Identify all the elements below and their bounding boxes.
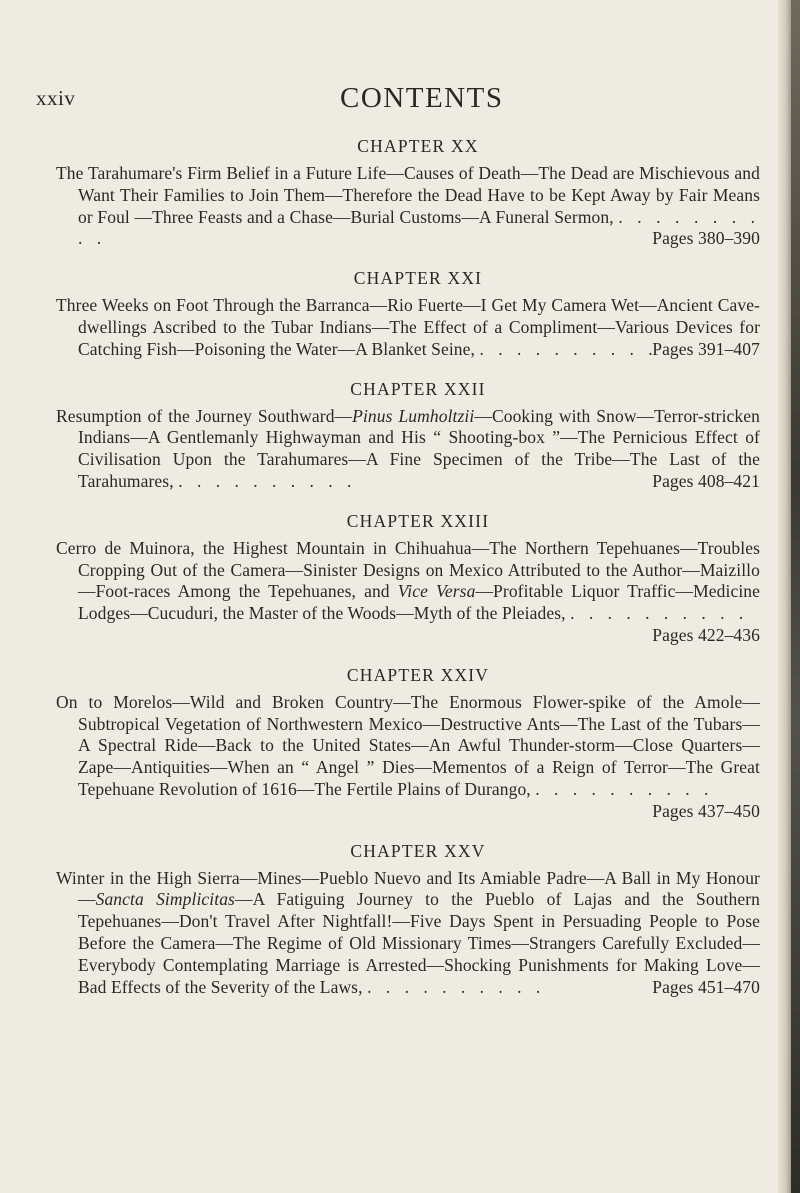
page-binding-edge bbox=[791, 0, 800, 1193]
summary-text-start: Winter in the High Sierra—Mines—Pueblo Nuevo and Its Amiable Padre—A Ball in My Honour— bbox=[56, 867, 760, 910]
chapter-entry bbox=[56, 511, 760, 647]
chapter-title: CHAPTER XXIV bbox=[346, 664, 490, 685]
chapter-title: CHAPTER XXII bbox=[350, 378, 486, 399]
chapter-title: CHAPTER XX bbox=[357, 136, 479, 156]
leader-dots: . . . . . . . . . . bbox=[535, 778, 714, 799]
leader-dots: . . . . . . . . . . bbox=[367, 976, 546, 997]
summary-text-end: —Profitable Liquor Traffic—Medicine Lodges—Cucuduri, the Master of the Woods—Myth of the Pleiades, bbox=[78, 581, 761, 624]
chapter-summary bbox=[56, 538, 760, 647]
page-range: Pages 451–470 bbox=[652, 976, 760, 997]
summary-text-end: —A Fatiguing Journey to the Pueblo of Lajas and the Southern Tepehuanes—Don't Travel After Nightfall!—Five Days Spent in Persuading People to Pose Before the Camera—The Regime of Old Missionary Times—Strangers Carefully Excluded—Everybody Contemplating Marriage is Arrested—Shocking Punishments for Making Love—Bad Effects of the Severity of the Laws, bbox=[78, 889, 760, 997]
summary-text: The Tarahumare's Firm Belief in a Future Life—Causes of Death—The Dead are Mischievous and Want Their Families to Join Them—Therefore the Dead Have to be Kept Away by Fair Means or Foul —Three Feasts and a Chase—Burial Customs—A Funeral Sermon, bbox=[56, 163, 760, 227]
chapter-title: CHAPTER XXI bbox=[353, 268, 483, 289]
page-header bbox=[0, 82, 800, 122]
leader-dots: . . . . . . . . . . bbox=[78, 206, 760, 249]
running-title: CONTENTS bbox=[340, 82, 504, 114]
chapter-summary bbox=[56, 868, 760, 999]
page-number: xxiv bbox=[36, 86, 76, 110]
page-range: Pages 391–407 bbox=[652, 338, 760, 359]
summary-italic-term: Sancta Simplicitas bbox=[95, 889, 235, 910]
summary-text: Three Weeks on Foot Through the Barranca—Rio Fuerte—I Get My Camera Wet—Ancient Cave-dwellings Ascribed to the Tubar Indians—The Effect of a Compliment—Various Devices for Catching Fish—Poisoning the Water—A Blanket Seine, bbox=[56, 295, 760, 359]
page-range: Pages 408–421 bbox=[652, 470, 760, 491]
chapter-title: CHAPTER XXIII bbox=[346, 510, 490, 531]
leader-dots: . . . . . . . . . . bbox=[570, 603, 749, 624]
summary-italic-term: Vice Versa bbox=[397, 581, 476, 602]
summary-text-start: Cerro de Muinora, the Highest Mountain in Chihuahua—The Northern Tepehuanes—Troubles Cropping Out of the Camera—Sinister Designs on Mexico Attributed to the Author—Maizillo—Foot-races Among the Tepehuanes, and bbox=[56, 537, 760, 602]
summary-text: On to Morelos—Wild and Broken Country—The Enormous Flower-spike of the Amole—Subtropical Vegetation of Northwestern Mexico—Destructive Ants—The Last of the Tubars—A Spectral Ride—Back to the United States—An Awful Thunder-storm—Close Quarters—Zape—Antiquities—When an “ Angel ” Dies—Mementos of a Reign of Terror—The Great Tepehuane Revolution of 1616—The Fertile Plains of Durango, bbox=[56, 691, 760, 799]
leader-dots: . . . . . . . . . . bbox=[479, 338, 658, 359]
chapter-entry bbox=[56, 136, 760, 250]
page-range: Pages 422–436 bbox=[652, 624, 760, 645]
page-range: Pages 380–390 bbox=[652, 228, 760, 249]
summary-italic-term: Pinus Lumholtzii bbox=[352, 405, 475, 426]
leader-dots: . . . . . . . . . . bbox=[178, 470, 357, 491]
page-range: Pages 437–450 bbox=[652, 800, 760, 821]
chapter-summary bbox=[56, 295, 760, 360]
summary-text-end: —Cooking with Snow—Terror-stricken Indians—A Gentlemanly Highwayman and His “ Shooting-box ”—The Pernicious Effect of Civilisation Upon the Tarahumares—A Fine Specimen of the Tribe—The Last of the Tarahumares, bbox=[78, 405, 760, 491]
chapter-entry bbox=[56, 268, 760, 360]
chapter-entry bbox=[56, 379, 760, 493]
chapter-entry bbox=[56, 665, 760, 823]
chapter-title: CHAPTER XXV bbox=[350, 840, 486, 861]
chapter-summary bbox=[56, 163, 760, 250]
chapter-entry bbox=[56, 841, 760, 999]
contents-list bbox=[56, 136, 760, 1016]
chapter-summary bbox=[56, 406, 760, 493]
chapter-summary bbox=[56, 692, 760, 823]
summary-text-start: Resumption of the Journey Southward— bbox=[56, 405, 353, 426]
